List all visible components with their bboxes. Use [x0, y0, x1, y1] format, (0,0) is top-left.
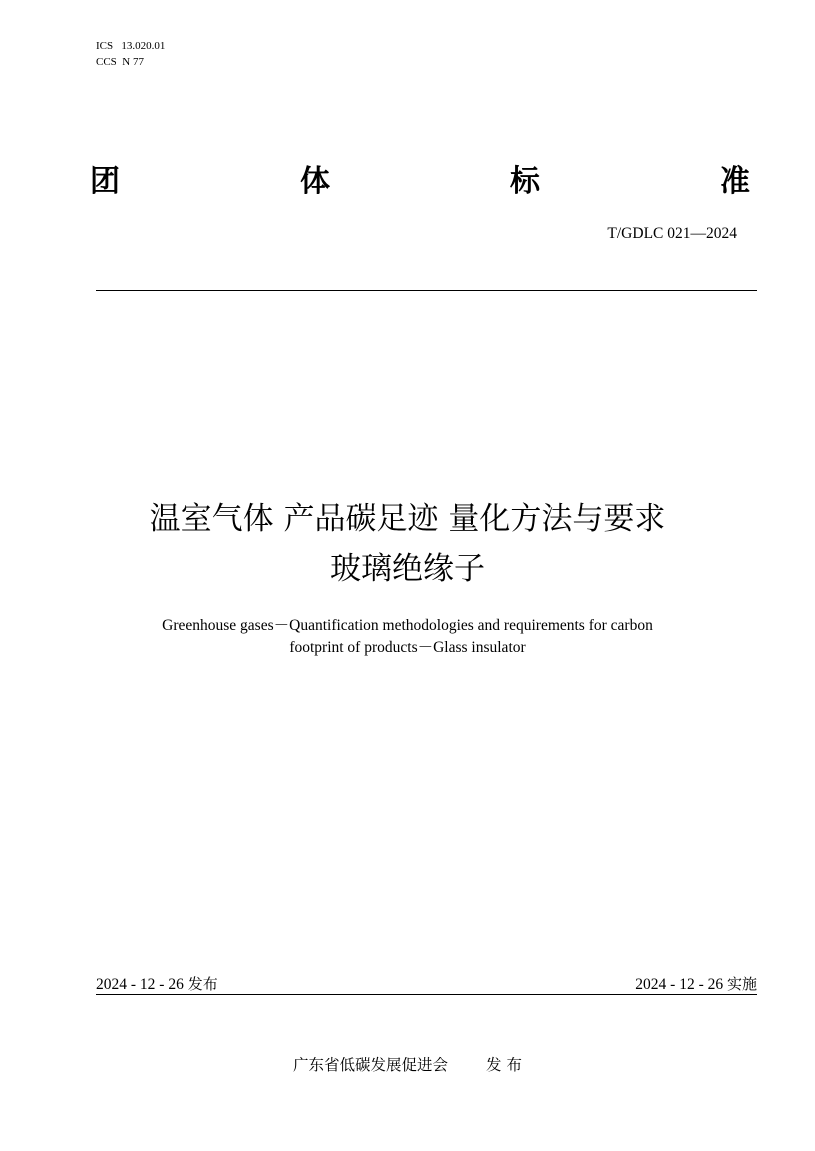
issue-date: 2024 - 12 - 26: [96, 976, 184, 993]
date-row: [96, 972, 757, 994]
implement-date-block: [635, 973, 757, 994]
publisher-line: [0, 1053, 815, 1075]
ccs-code: CCS N 77: [96, 56, 144, 68]
chinese-title: [0, 494, 815, 594]
doc-type-char: 体: [300, 164, 330, 199]
implement-date: 2024 - 12 - 26: [635, 976, 724, 993]
implement-label: 实施: [726, 975, 757, 993]
chinese-title-line-2: 玻璃绝缘子: [330, 551, 485, 587]
publisher-action: 发 布: [486, 1056, 522, 1074]
publisher-org: 广东省低碳发展促进会: [293, 1056, 449, 1074]
document-type-heading: [90, 156, 750, 200]
issue-date-block: [96, 973, 218, 994]
ics-code: ICS 13.020.01: [96, 40, 166, 52]
footer-divider: [96, 994, 757, 995]
english-title: [0, 615, 815, 659]
issue-label: 发布: [187, 975, 218, 993]
english-title-line-1: Greenhouse gases－Quantification methodologies and requirements for carbon: [162, 617, 653, 634]
doc-type-char: 标: [510, 164, 540, 199]
header-divider: [96, 290, 757, 291]
doc-type-char: 团: [90, 164, 120, 199]
english-title-line-2: footprint of products－Glass insulator: [289, 639, 526, 656]
classification-codes: [96, 38, 165, 70]
chinese-title-line-1: 温室气体 产品碳足迹 量化方法与要求: [149, 501, 666, 537]
standard-number: T/GDLC 021—2024: [607, 225, 737, 242]
doc-type-char: 准: [720, 164, 750, 199]
